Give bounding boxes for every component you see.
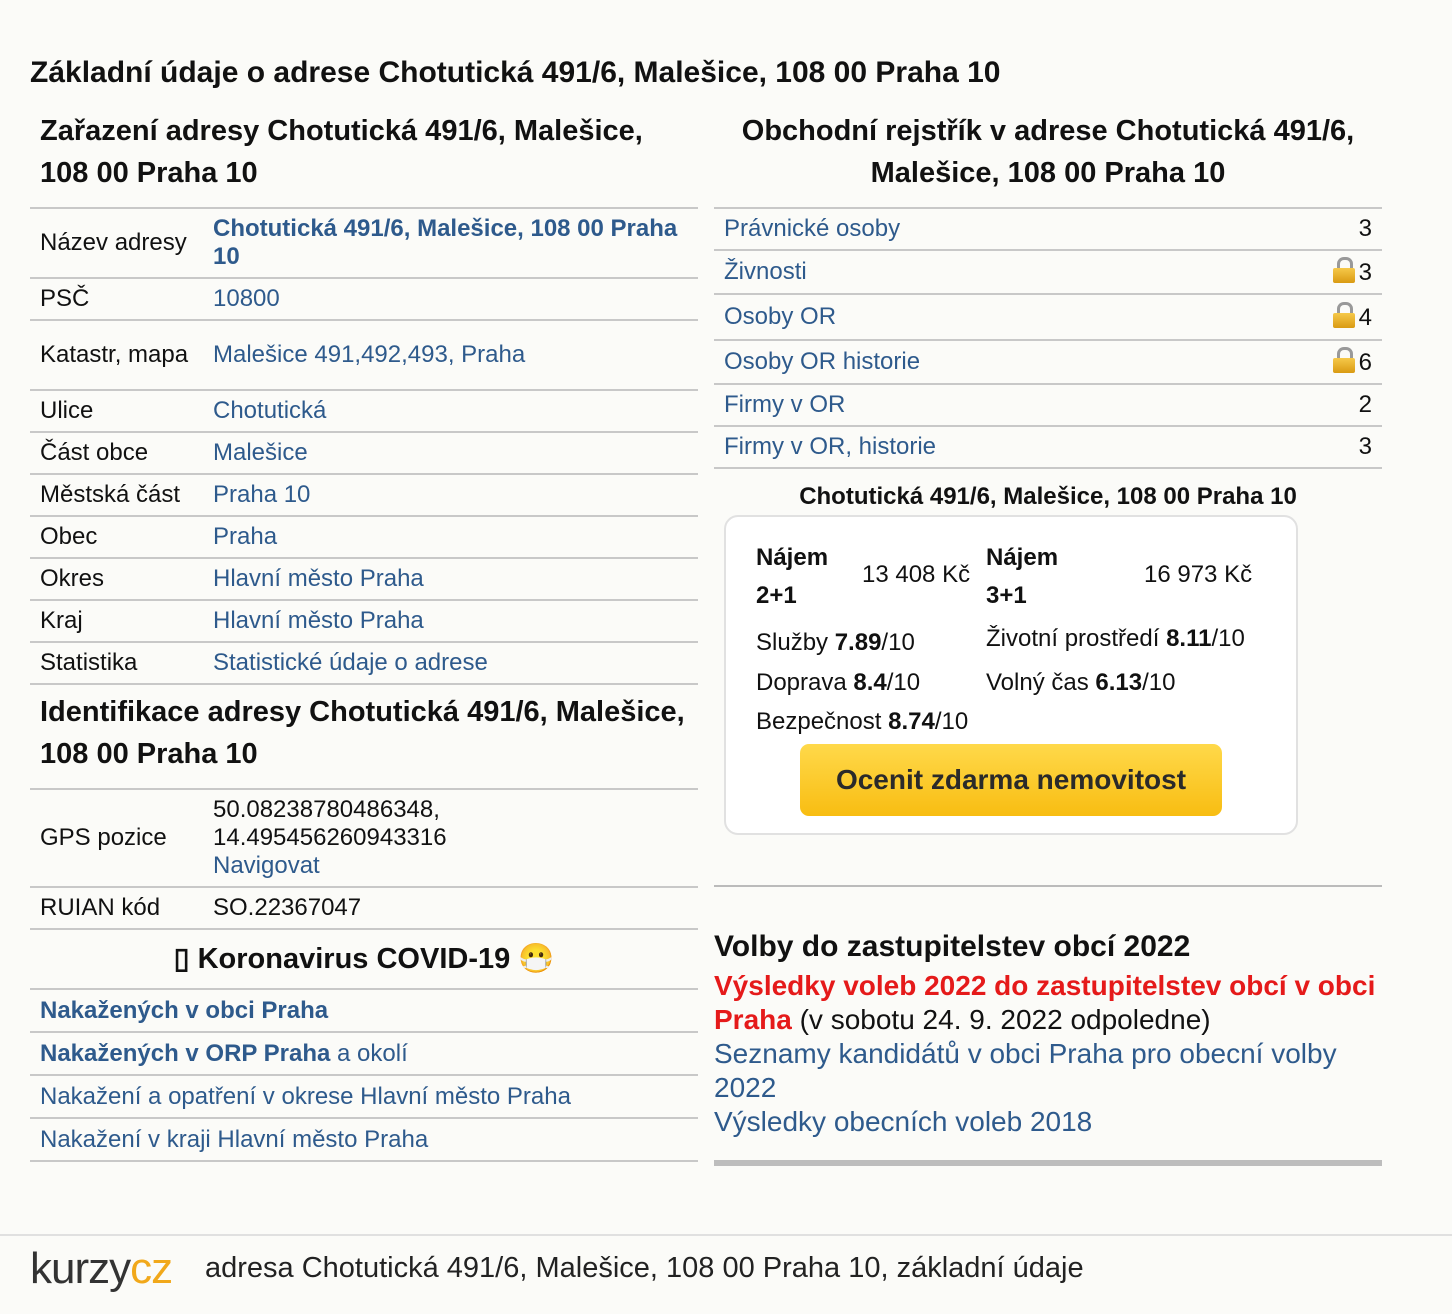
psc-link[interactable]: 10800 — [213, 285, 280, 312]
rent-3plus1-price: 16 973 Kč — [1144, 561, 1253, 588]
table-row — [714, 208, 1382, 250]
table-row — [30, 887, 698, 929]
left-column — [30, 110, 698, 1162]
table-row — [30, 432, 698, 474]
missing-glyph-icon: ▯ — [173, 943, 190, 975]
kandidati-link[interactable]: Seznamy kandidátů v obci Praha pro obecní volby 2022 — [714, 1038, 1337, 1103]
right-column — [714, 110, 1382, 835]
table-row — [30, 278, 698, 320]
count: 4 — [1358, 304, 1372, 331]
row-key: GPS pozice — [30, 789, 203, 887]
count: 3 — [1358, 259, 1372, 286]
table-row — [30, 390, 698, 432]
osoby-or-historie-link[interactable]: Osoby OR historie — [724, 348, 921, 375]
table-row — [30, 600, 698, 642]
volby-bottom-bar — [714, 1160, 1382, 1166]
ruian-value: SO.22367047 — [203, 887, 698, 929]
volby-results-link[interactable]: Výsledky voleb 2022 do zastupitelstev obcí v obci Praha — [714, 970, 1376, 1035]
cast-obce-link[interactable]: Malešice — [213, 439, 308, 466]
firmy-or-historie-link[interactable]: Firmy v OR, historie — [724, 433, 937, 460]
statistika-link[interactable]: Statistické údaje o adrese — [213, 649, 488, 676]
table-row — [714, 294, 1382, 340]
covid-title — [30, 930, 698, 990]
kurzy-logo[interactable]: kurzycz — [30, 1244, 173, 1293]
count: 6 — [1358, 349, 1372, 376]
footer — [0, 1234, 1452, 1314]
page-title: Základní údaje o adrese Chotutická 491/6, Malešice, 108 00 Praha 10 — [30, 56, 1001, 89]
row-key: Kraj — [30, 600, 203, 642]
count: 3 — [1302, 426, 1382, 468]
table-row — [30, 789, 698, 887]
doprava-score: Doprava 8.4/10 — [756, 669, 921, 696]
table-row — [30, 1032, 698, 1075]
price-card — [724, 515, 1298, 835]
navigate-link[interactable]: Navigovat — [213, 852, 320, 879]
volby-results-line — [714, 969, 1382, 1037]
table-row — [30, 558, 698, 600]
rent-3plus1-label: Nájem 3+1 — [986, 544, 1059, 609]
zivotni-prostredi-score: Životní prostředí 8.11/10 — [986, 625, 1245, 652]
covid-orp-suffix: a okolí — [330, 1039, 408, 1067]
rejstrik-heading: Obchodní rejstřík v adrese Chotutická 491/6, Malešice, 108 00 Praha 10 — [741, 115, 1355, 189]
katastr-link[interactable]: Malešice 491,492,493, Praha — [213, 341, 526, 368]
count: 2 — [1302, 384, 1382, 426]
okres-link[interactable]: Hlavní město Praha — [213, 565, 424, 592]
covid-okres-link[interactable]: Nakažení a opatření v okrese Hlavní město Praha — [40, 1082, 571, 1110]
zarazeni-table — [30, 207, 698, 685]
identifikace-table — [30, 788, 698, 930]
rent-2plus1-price: 13 408 Kč — [862, 561, 971, 588]
rent-2plus1-label: Nájem 2+1 — [756, 544, 829, 609]
ocenit-nemovitost-button[interactable]: Ocenit zdarma nemovitost — [800, 744, 1222, 816]
firmy-or-link[interactable]: Firmy v OR — [724, 391, 846, 418]
lock-icon — [1333, 257, 1355, 283]
lock-icon — [1333, 347, 1355, 373]
table-row — [30, 990, 698, 1032]
footer-text: adresa Chotutická 491/6, Malešice, 108 00 Praha 10, základní údaje — [205, 1252, 1084, 1284]
bezpecnost-score: Bezpečnost 8.74/10 — [756, 708, 969, 735]
covid-orp-link[interactable]: Nakažených v ORP Praha — [40, 1039, 331, 1067]
volny-cas-score: Volný čas 6.13/10 — [986, 669, 1176, 696]
table-row — [714, 384, 1382, 426]
row-key: Část obce — [30, 432, 203, 474]
price-card-address: Chotutická 491/6, Malešice, 108 00 Praha 10 — [799, 483, 1297, 510]
kraj-link[interactable]: Hlavní město Praha — [213, 607, 424, 634]
gps-lon: 14.495456260943316 — [213, 824, 447, 851]
sluzby-score: Služby 7.89/10 — [756, 629, 915, 656]
mestska-cast-link[interactable]: Praha 10 — [213, 481, 311, 508]
volby-heading: Volby do zastupitelstev obcí 2022 — [714, 930, 1191, 963]
row-key: PSČ — [30, 278, 203, 320]
table-row — [30, 1075, 698, 1118]
volby-section — [714, 925, 1382, 1139]
obec-link[interactable]: Praha — [213, 523, 278, 550]
pravnicke-osoby-link[interactable]: Právnické osoby — [724, 215, 901, 242]
table-row — [30, 320, 698, 390]
row-key: Městská část — [30, 474, 203, 516]
lock-icon — [1333, 302, 1355, 328]
ulice-link[interactable]: Chotutická — [213, 397, 327, 424]
zarazeni-heading: Zařazení adresy Chotutická 491/6, Malešice, 108 00 Praha 10 — [40, 115, 643, 189]
table-row — [30, 516, 698, 558]
divider — [714, 885, 1382, 887]
row-key: Okres — [30, 558, 203, 600]
mask-face-icon: 😷 — [518, 943, 555, 975]
table-row — [714, 250, 1382, 294]
covid-title-text: Koronavirus COVID-19 — [197, 943, 511, 975]
table-row — [30, 474, 698, 516]
row-key: Obec — [30, 516, 203, 558]
row-key: Katastr, mapa — [30, 320, 203, 390]
vysledky-2018-link[interactable]: Výsledky obecních voleb 2018 — [714, 1106, 1093, 1137]
covid-kraj-link[interactable]: Nakažení v kraji Hlavní město Praha — [40, 1125, 429, 1153]
address-name-link[interactable]: Chotutická 491/6, Malešice, 108 00 Praha 10 — [213, 215, 678, 270]
gps-lat: 50.08238780486348, — [213, 796, 440, 823]
row-key: Ulice — [30, 390, 203, 432]
volby-results-note: (v sobotu 24. 9. 2022 odpoledne) — [791, 1004, 1211, 1035]
covid-table — [30, 990, 698, 1162]
row-key: Název adresy — [30, 208, 203, 278]
zivnosti-link[interactable]: Živnosti — [724, 258, 807, 285]
osoby-or-link[interactable]: Osoby OR — [724, 303, 837, 330]
covid-obec-link[interactable]: Nakažených v obci Praha — [40, 996, 329, 1024]
table-row — [30, 642, 698, 684]
table-row — [30, 1118, 698, 1161]
row-key: RUIAN kód — [30, 887, 203, 929]
row-key: Statistika — [30, 642, 203, 684]
table-row — [714, 426, 1382, 468]
identifikace-heading: Identifikace adresy Chotutická 491/6, Malešice, 108 00 Praha 10 — [40, 696, 685, 770]
count: 3 — [1302, 208, 1382, 250]
table-row — [30, 208, 698, 278]
rejstrik-table — [714, 207, 1382, 469]
table-row — [714, 340, 1382, 384]
